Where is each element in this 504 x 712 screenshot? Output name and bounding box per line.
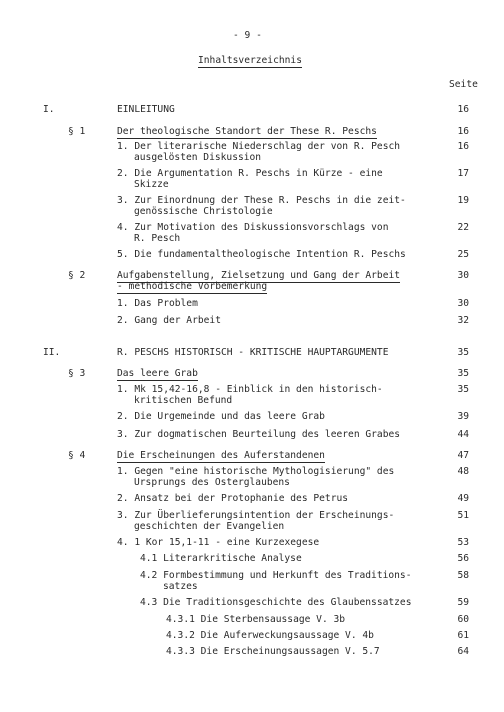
section-3-number: § 3 xyxy=(68,368,86,379)
toc-entry-line[interactable]: 1. Gegen "eine historische Mythologisierung" des xyxy=(117,466,395,477)
toc-entry-line[interactable]: 1. Das Problem xyxy=(117,298,198,309)
toc-entry-line: genössische Christologie xyxy=(134,206,273,217)
toc-entry-line[interactable]: 1. Mk 15,42-16,8 - Einblick in den historisch- xyxy=(117,384,383,395)
toc-entry-line: geschichten der Evangelien xyxy=(134,521,285,532)
toc-entry-page: 44 xyxy=(457,429,469,440)
toc-entry-page: 17 xyxy=(457,168,469,179)
toc-entry-page: 53 xyxy=(457,537,469,548)
toc-subentry-line: satzes xyxy=(163,581,198,592)
toc-entry-page: 64 xyxy=(457,646,469,657)
toc-entry-line[interactable]: 3. Zur dogmatischen Beurteilung des leeren Grabes xyxy=(117,429,401,440)
section-3-page: 35 xyxy=(457,368,469,379)
toc-subsubentry-line[interactable]: 4.3.3 Die Erscheinungsaussagen V. 5.7 xyxy=(166,646,380,657)
chapter-2-page: 35 xyxy=(457,347,469,358)
toc-entry-page: 39 xyxy=(457,411,469,422)
toc-entry-page: 51 xyxy=(457,510,469,521)
section-1-number: § 1 xyxy=(68,126,86,137)
section-4-title[interactable]: Die Erscheinungen des Auferstandenen xyxy=(117,450,325,461)
section-1-page: 16 xyxy=(457,126,469,137)
toc-entry-line[interactable]: 4. Zur Motivation des Diskussionsvorschlags von xyxy=(117,222,389,233)
toc-subentry-line[interactable]: 4.2 Formbestimmung und Herkunft des Traditions- xyxy=(140,570,412,581)
toc-entry-page: 48 xyxy=(457,466,469,477)
toc-entry-page: 30 xyxy=(457,298,469,309)
toc-entry-line: Skizze xyxy=(134,179,169,190)
toc-entry-line: ausgelösten Diskussion xyxy=(134,152,262,163)
chapter-2-title[interactable]: R. PESCHS HISTORISCH - KRITISCHE HAUPTARGUMENTE xyxy=(117,347,389,358)
section-2-title[interactable]: Aufgabenstellung, Zielsetzung und Gang der Arbeit xyxy=(117,270,401,281)
toc-entry-page: 16 xyxy=(457,141,469,152)
toc-entry-page: 58 xyxy=(457,570,469,581)
section-2-page: 30 xyxy=(457,270,469,281)
toc-entry-page: 32 xyxy=(457,315,469,326)
toc-entry-line[interactable]: 1. Der literarische Niederschlag der von R. Pesch xyxy=(117,141,401,152)
page-number: - 9 - xyxy=(233,30,262,41)
toc-entry-line[interactable]: 2. Die Argumentation R. Peschs in Kürze - eine xyxy=(117,168,383,179)
toc-entry-page: 22 xyxy=(457,222,469,233)
toc-entry-line[interactable]: 3. Zur Überlieferungsintention der Erscheinungs- xyxy=(117,510,395,521)
toc-entry-page: 56 xyxy=(457,553,469,564)
section-1-title[interactable]: Der theologische Standort der These R. Peschs xyxy=(117,126,377,137)
toc-title: Inhaltsverzeichnis xyxy=(198,55,302,66)
toc-entry-page: 25 xyxy=(457,249,469,260)
toc-entry-line[interactable]: 2. Die Urgemeinde und das leere Grab xyxy=(117,411,325,422)
toc-entry-page: 61 xyxy=(457,630,469,641)
toc-subsubentry-line[interactable]: 4.3.2 Die Auferweckungsaussage V. 4b xyxy=(166,630,374,641)
toc-subsubentry-line[interactable]: 4.3.1 Die Sterbensaussage V. 3b xyxy=(166,614,346,625)
toc-entry-page: 49 xyxy=(457,493,469,504)
section-4-number: § 4 xyxy=(68,450,86,461)
toc-entry-page: 60 xyxy=(457,614,469,625)
chapter-2-number: II. xyxy=(43,347,61,358)
toc-entry-line[interactable]: 5. Die fundamentaltheologische Intention R. Peschs xyxy=(117,249,406,260)
section-4-page: 47 xyxy=(457,450,469,461)
toc-entry-line[interactable]: 4. 1 Kor 15,1-11 - eine Kurzexegese xyxy=(117,537,320,548)
toc-entry-line: Ursprungs des Osterglaubens xyxy=(134,477,290,488)
toc-entry-page: 19 xyxy=(457,195,469,206)
toc-entry-line[interactable]: 2. Ansatz bei der Protophanie des Petrus xyxy=(117,493,349,504)
toc-entry-line: R. Pesch xyxy=(134,233,181,244)
toc-entry-line[interactable]: 3. Zur Einordnung der These R. Peschs in die zeit- xyxy=(117,195,406,206)
toc-subentry-line[interactable]: 4.1 Literarkritische Analyse xyxy=(140,553,302,564)
toc-entry-page: 59 xyxy=(457,597,469,608)
section-3-title[interactable]: Das leere Grab xyxy=(117,368,198,379)
toc-entry-line: kritischen Befund xyxy=(134,395,233,406)
chapter-1-page: 16 xyxy=(457,104,469,115)
seite-label: Seite xyxy=(449,79,478,90)
chapter-1-number: I. xyxy=(43,104,55,115)
chapter-1-title[interactable]: EINLEITUNG xyxy=(117,104,175,115)
toc-subentry-line[interactable]: 4.3 Die Traditionsgeschichte des Glaubenssatzes xyxy=(140,597,412,608)
toc-entry-line[interactable]: 2. Gang der Arbeit xyxy=(117,315,221,326)
toc-entry-page: 35 xyxy=(457,384,469,395)
section-2-title-cont: - methodische Vorbemerkung xyxy=(117,281,268,292)
section-2-number: § 2 xyxy=(68,270,86,281)
